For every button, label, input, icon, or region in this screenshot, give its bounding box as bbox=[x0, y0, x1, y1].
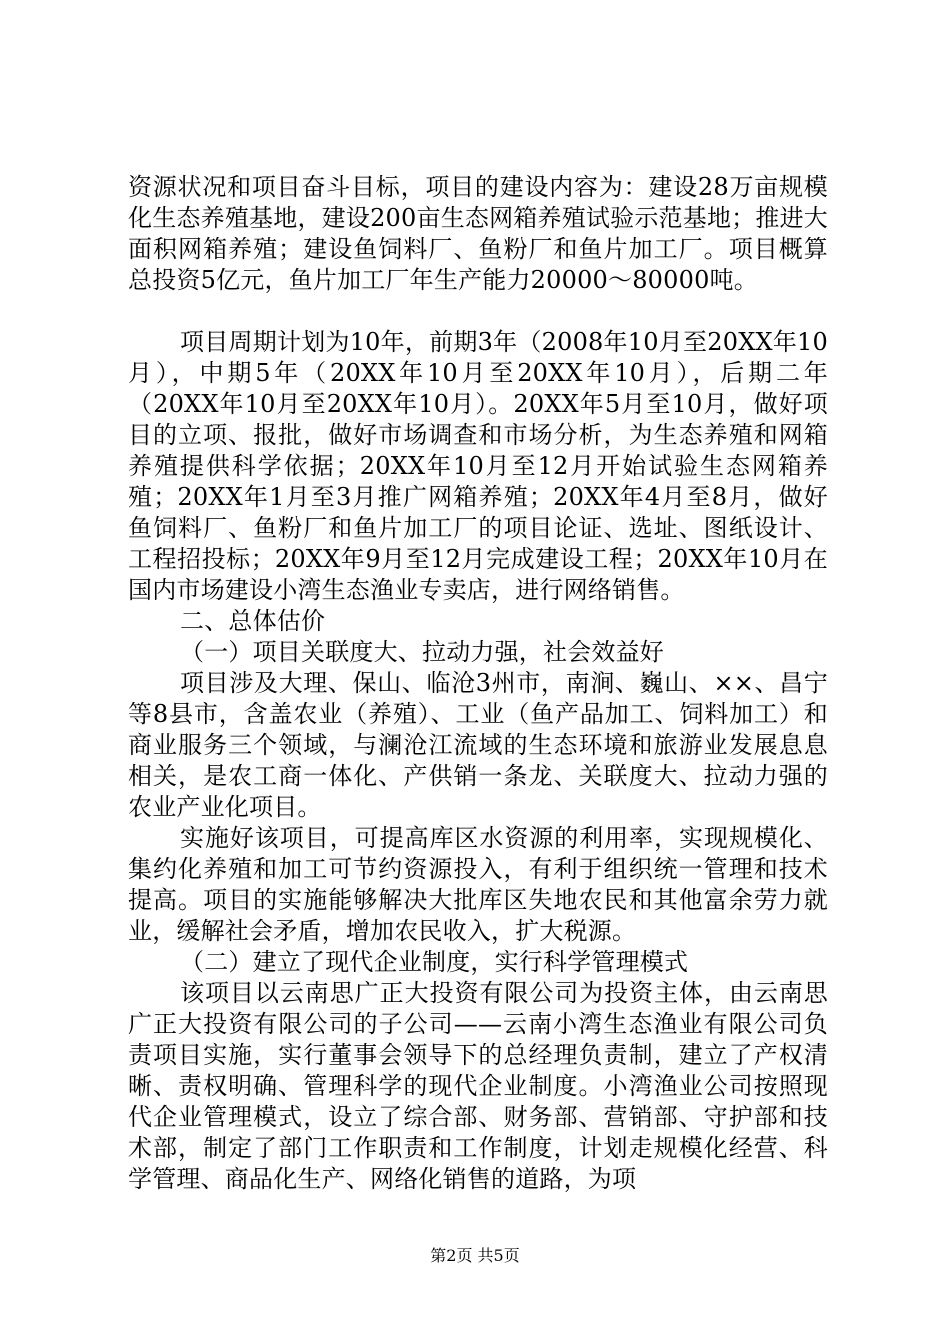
document-body bbox=[128, 172, 828, 1195]
section-heading-overall-assessment: 二、总体估价 bbox=[180, 607, 326, 635]
subsection-heading-enterprise-system: （二）建立了现代企业制度，实行科学管理模式 bbox=[180, 948, 689, 976]
paragraph-project-scope: 项目涉及大理、保山、临沧3州市，南涧、巍山、××、昌宁等8县市，含盖农业（养殖）、工业（鱼产品加工、饲料加工）和商业服务三个领域，与澜沧江流域的生态环境和旅游业发展息息相关，是农工商一体化、产供销一条龙、关联度大、拉动力强的农业产业化项目。 bbox=[128, 669, 828, 821]
page-number-footer: 第2页 共5页 bbox=[430, 1246, 520, 1265]
paragraph-company-management: 该项目以云南思广正大投资有限公司为投资主体，由云南思广正大投资有限公司的子公司——云南小湾生态渔业有限公司负责项目实施，实行董事会领导下的总经理负责制，建立了产权清晰、责权明确、管理科学的现代企业制度。小湾渔业公司按照现代企业管理模式，设立了综合部、财务部、营销部、守护部和技术部，制定了部门工作职责和工作制度，计划走规模化经营、科学管理、商品化生产、网络化销售的道路，为项 bbox=[128, 979, 828, 1193]
subsection-heading-social-benefit: （一）项目关联度大、拉动力强，社会效益好 bbox=[180, 638, 664, 666]
paragraph-project-schedule: 项目周期计划为10年，前期3年（2008年10月至20XX年10月），中期5年（20XX年10月至20XX年10月），后期二年（20XX年10月至20XX年10月）。20XX年5月至10月，做好项目的立项、报批，做好市场调查和市场分析，为生态养殖和网箱养殖提供科学依据；20XX年10月至12月开始试验生态网箱养殖；20XX年1月至3月推广网箱养殖；20XX年4月至8月，做好鱼饲料厂、鱼粉厂和鱼片加工厂的项目论证、选址、图纸设计、工程招投标；20XX年9月至12月完成建设工程；20XX年10月在国内市场建设小湾生态渔业专卖店，进行网络销售。 bbox=[128, 328, 828, 604]
paragraph-project-content: 资源状况和项目奋斗目标，项目的建设内容为：建设28万亩规模化生态养殖基地，建设200亩生态网箱养殖试验示范基地；推进大面积网箱养殖；建设鱼饲料厂、鱼粉厂和鱼片加工厂。项目概算总投资5亿元，鱼片加工厂年生产能力20000～80000吨。 bbox=[128, 173, 828, 294]
paragraph-implementation-benefits: 实施好该项目，可提高库区水资源的利用率，实现规模化、集约化养殖和加工可节约资源投入，有利于组织统一管理和技术提高。项目的实施能够解决大批库区失地农民和其他富余劳力就业，缓解社会矛盾，增加农民收入，扩大税源。 bbox=[128, 824, 828, 945]
paragraph-spacer bbox=[128, 296, 828, 327]
